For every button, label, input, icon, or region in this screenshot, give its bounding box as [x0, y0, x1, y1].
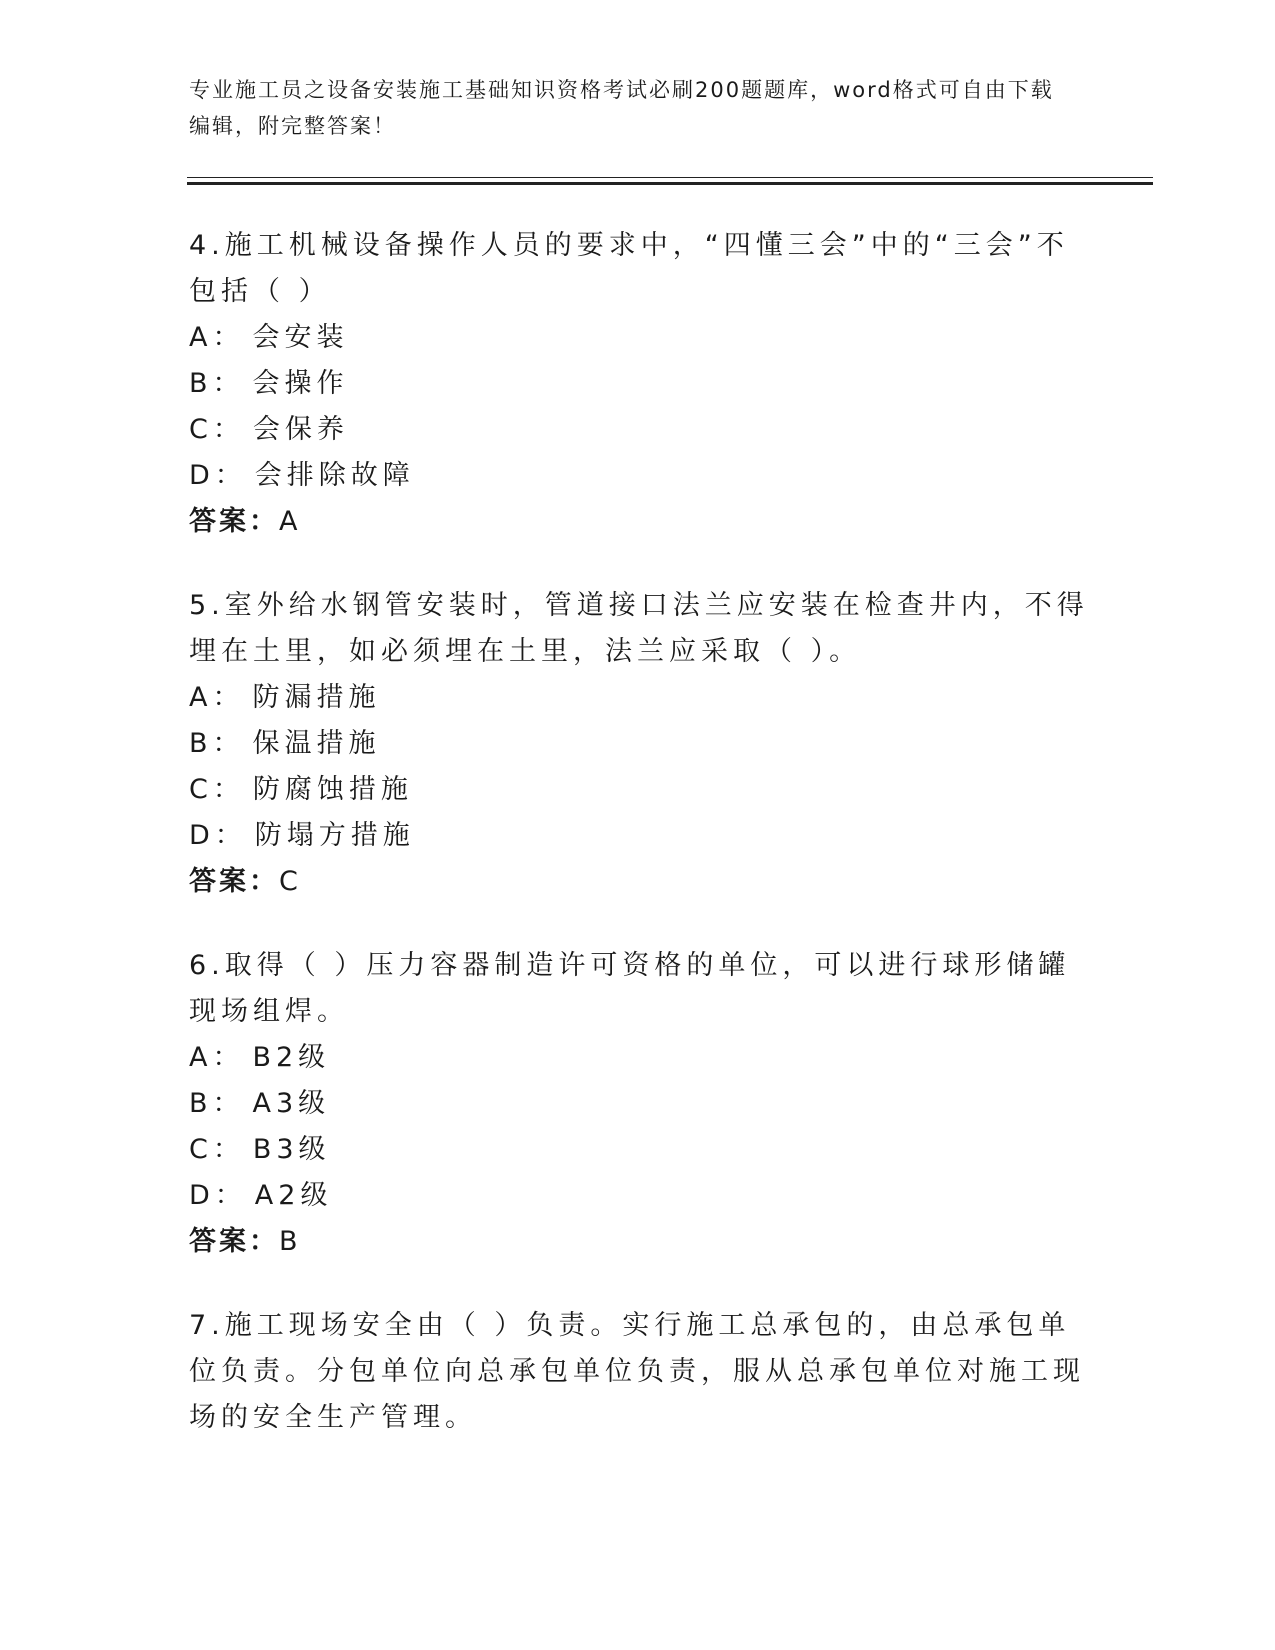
- question-4: [189, 223, 1089, 545]
- answer-value: C: [279, 866, 301, 897]
- option-letter: D：: [189, 1180, 247, 1211]
- option-letter: C：: [189, 414, 245, 445]
- question-stem: 6.取得（ ）压力容器制造许可资格的单位，可以进行球形储罐现场组焊。: [189, 950, 1071, 1027]
- option-letter: C：: [189, 1134, 245, 1165]
- option-letter: A：: [189, 682, 245, 713]
- answer-label: 答案：: [189, 506, 279, 537]
- option-b: [189, 361, 1089, 407]
- document-header: 专业施工员之设备安装施工基础知识资格考试必刷200题题库，word格式可自由下载编辑，附完整答案！: [189, 78, 1054, 138]
- option-letter: A：: [189, 322, 245, 353]
- option-b: [189, 721, 1089, 767]
- option-letter: A：: [189, 1042, 245, 1073]
- option-d: [189, 1173, 1089, 1219]
- question-stem: 7.施工现场安全由（ ）负责。实行施工总承包的，由总承包单位负责。分包单位向总承包单位负责，服从总承包单位对施工现场的安全生产管理。: [189, 1310, 1085, 1433]
- question-stem: 5.室外给水钢管安装时，管道接口法兰应安装在检查井内，不得埋在土里，如必须埋在土里，法兰应采取（ ）。: [189, 590, 1089, 667]
- option-letter: B：: [189, 728, 245, 759]
- option-letter: D：: [189, 820, 247, 851]
- option-text: 防漏措施: [252, 682, 381, 713]
- header-divider-thick: [187, 182, 1153, 185]
- answer-value: B: [279, 1226, 301, 1257]
- option-c: [189, 1127, 1089, 1173]
- option-a: [189, 1035, 1089, 1081]
- option-letter: B：: [189, 1088, 245, 1119]
- answer-line: [189, 859, 1089, 905]
- option-text: 防塌方措施: [254, 820, 415, 851]
- option-d: [189, 453, 1089, 499]
- answer-label: 答案：: [189, 866, 279, 897]
- option-text: B3级: [252, 1134, 331, 1165]
- option-c: [189, 407, 1089, 453]
- question-stem: 4.施工机械设备操作人员的要求中，“四懂三会”中的“三会”不包括（ ）: [189, 230, 1069, 307]
- option-text: A3级: [252, 1088, 331, 1119]
- option-text: 保温措施: [252, 728, 381, 759]
- option-text: 会排除故障: [254, 460, 415, 491]
- option-letter: B：: [189, 368, 245, 399]
- answer-label: 答案：: [189, 1226, 279, 1257]
- option-letter: C：: [189, 774, 245, 805]
- question-6: [189, 943, 1089, 1265]
- option-a: [189, 675, 1089, 721]
- option-c: [189, 767, 1089, 813]
- option-text: 会操作: [252, 368, 349, 399]
- option-letter: D：: [189, 460, 247, 491]
- question-5: [189, 583, 1089, 905]
- option-d: [189, 813, 1089, 859]
- option-text: B2级: [252, 1042, 331, 1073]
- option-text: 防腐蚀措施: [252, 774, 413, 805]
- answer-line: [189, 1219, 1089, 1265]
- question-7: [189, 1303, 1089, 1441]
- option-text: 会保养: [252, 414, 349, 445]
- answer-line: [189, 499, 1089, 545]
- option-a: [189, 315, 1089, 361]
- answer-value: A: [279, 506, 301, 537]
- option-text: A2级: [254, 1180, 333, 1211]
- option-text: 会安装: [252, 322, 349, 353]
- header-divider-thin: [187, 177, 1153, 178]
- option-b: [189, 1081, 1089, 1127]
